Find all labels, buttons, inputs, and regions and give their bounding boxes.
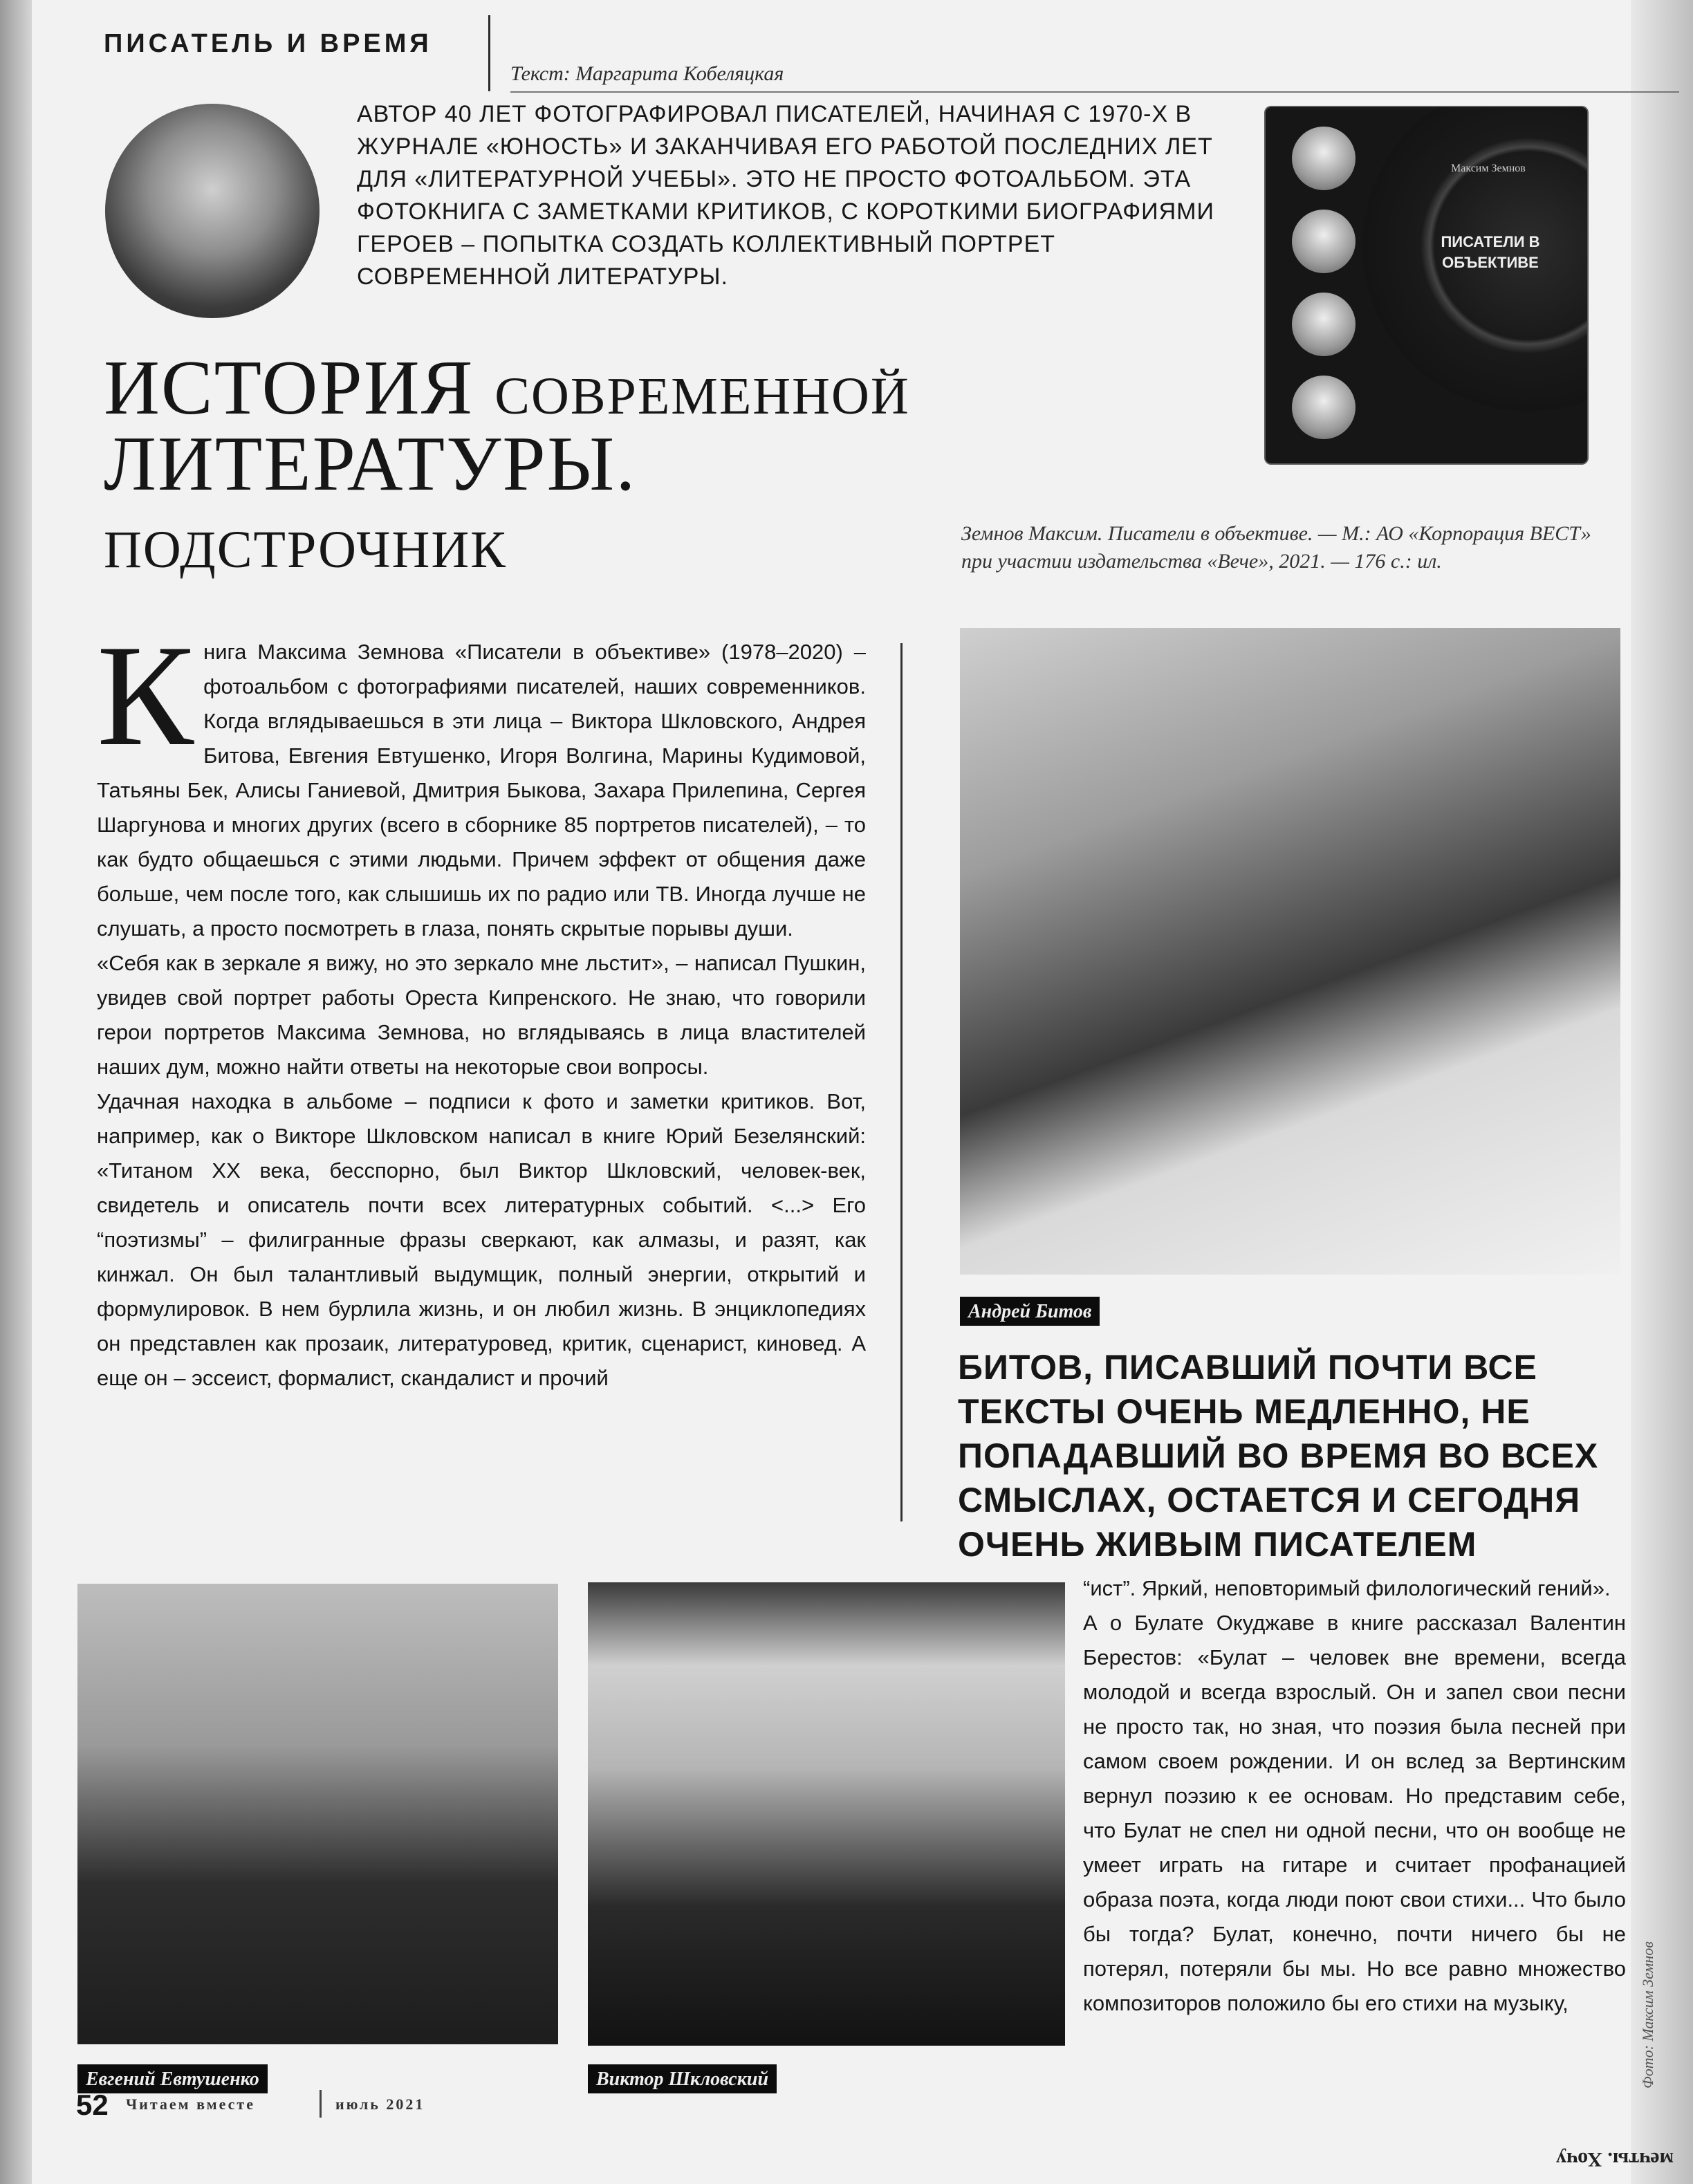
photo-viktor-shklovsky xyxy=(588,1582,1065,2046)
paragraph: Удачная находка в альбоме – подписи к фото и заметки критиков. Вот, например, как о Викторе Шкловском написал в книге Юрий Безелянский: «Титаном XX века, бесспорно, был Виктор Шкловский, человек-век, свидетель и описатель почти всех литературных событий. <...> Его “поэтизмы” – филигранные фразы сверкают, как алмазы, и разят, как кинжал. Он был талантливый выдумщик, полный энергии, открытий и формулировок. В нем бурлила жизнь, и он любил жизнь. В энциклопедиях он представлен как прозаик, литературовед, критик, сценарист, киновед. А еще он – эссеист, формалист, скандалист и прочий xyxy=(97,1089,866,1390)
cover-portrait-thumb xyxy=(1292,210,1356,273)
headline-subtitle: ПОДСТРОЧНИК xyxy=(104,521,507,579)
rubric-divider xyxy=(488,15,490,91)
section-rubric: ПИСАТЕЛЬ И ВРЕМЯ xyxy=(104,29,432,58)
pull-quote: БИТОВ, ПИСАВШИЙ ПОЧТИ ВСЕ ТЕКСТЫ ОЧЕНЬ МЕДЛЕННО, НЕ ПОПАДАВШИЙ ВО ВРЕМЯ ВО ВСЕХ СМЫСЛАХ, ОСТАЕТСЯ И СЕГОДНЯ ОЧЕНЬ ЖИВЫМ ПИСАТЕЛЕМ xyxy=(958,1348,1599,1564)
drop-cap: К xyxy=(97,616,194,776)
article-column-right xyxy=(1083,1571,1626,2021)
cover-portrait-thumb xyxy=(1292,127,1356,190)
photo-andrei-bitov xyxy=(960,628,1620,1275)
paragraph xyxy=(97,616,866,946)
article-lead: АВТОР 40 ЛЕТ ФОТОГРАФИРОВАЛ ПИСАТЕЛЕЙ, НАЧИНАЯ С 1970-Х В ЖУРНАЛЕ «ЮНОСТЬ» И ЗАКАНЧИВАЯ ЕГО РАБОТОЙ ПОСЛЕДНИХ ЛЕТ ДЛЯ «ЛИТЕРАТУРНОЙ УЧЕБЫ». ЭТО НЕ ПРОСТО ФОТОАЛЬБОМ. ЭТА ФОТОКНИГА С ЗАМЕТКАМИ КРИТИКОВ, С КОРОТКИМИ БИОГРАФИЯМИ ГЕРОЕВ – ПОПЫТКА СОЗДАТЬ КОЛЛЕКТИВНЫЙ ПОРТРЕТ СОВРЕМЕННОЙ ЛИТЕРАТУРЫ. xyxy=(357,101,1214,290)
paragraph: А о Булате Окуджаве в книге рассказал Валентин Берестов: «Булат – человек вне времени, всегда молодой и всегда взрослый. Он и запел свои песни не просто так, но зная, что поэзия была песней при самом своем рождении. И он вслед за Вертинским вернул поэзию к ее основам. Но представим себе, что Булат не спел ни одной песни, что он вообще не умеет играть на гитаре и считает профанацией образа поэта, когда люди поют свои стихи... Что было бы тогда? Булат, конечно, почти ничего бы не потерял, потеряли бы мы. Но все равно множество композиторов положило бы его стихи на музыку, xyxy=(1083,1611,1626,2015)
photo-caption: Евгений Евтушенко xyxy=(77,2064,268,2093)
photo-credit: Фото: Максим Земнов xyxy=(1639,1941,1656,2089)
author-portrait xyxy=(105,104,320,318)
article-author: Текст: Маргарита Кобеляцкая xyxy=(510,62,784,85)
cover-portrait-thumb xyxy=(1292,293,1356,356)
paragraph-text: нига Максима Земнова «Писатели в объективе» (1978–2020) – фотоальбом с фотографиями писателей, наших современников. Когда вглядываешься в эти лица – Виктора Шкловского, Андрея Битова, Евгения Евтушенко, Игоря Волгина, Марины Кудимовой, Татьяны Бек, Алисы Ганиевой, Дмитрия Быкова, Захара Прилепина, Сергея Шаргунова и многих других (всего в сборнике 85 портретов писателей), – то как будто общаешься с этими людьми. Причем эффект от общения даже больше, чем после того, как слышишь их по радио или ТВ. Иногда лучше не слушать, а просто посмотреть в глаза, понять скрытые порывы души. xyxy=(97,640,866,941)
footer-divider xyxy=(320,2090,322,2118)
issue-date: июль 2021 xyxy=(335,2095,425,2113)
header-rule xyxy=(510,91,1679,93)
article-column-left xyxy=(97,616,866,1396)
photo-caption: Виктор Шкловский xyxy=(588,2064,777,2093)
paragraph: «Себя как в зеркале я вижу, но это зеркало мне льстит», – написал Пушкин, увидев свой портрет работы Ореста Кипренского. Не знаю, что говорили герои портретов Максима Земнова, но вглядываясь в лица властителей наших дум, можно найти ответы на некоторые свои вопросы. xyxy=(97,951,866,1079)
photo-evgeny-evtushenko xyxy=(77,1584,558,2044)
column-divider xyxy=(900,643,903,1521)
headline-word: СОВРЕМЕННОЙ xyxy=(494,367,910,425)
cover-title: ПИСАТЕЛИ В ОБЪЕКТИВЕ xyxy=(1441,233,1540,271)
spine-shadow xyxy=(0,0,32,2184)
paragraph: “ист”. Яркий, неповторимый филологический гений». xyxy=(1083,1576,1611,1600)
book-citation: Земнов Максим. Писатели в объективе. — М.: АО «Корпорация ВЕСТ» при участии издательства «Вече», 2021. — 176 с.: ил. xyxy=(961,522,1591,573)
cover-author: Максим Земнов xyxy=(1451,163,1526,174)
cover-portrait-thumb xyxy=(1292,376,1356,439)
headline-line-2: ЛИТЕРАТУРЫ. xyxy=(104,421,637,507)
page-number: 52 xyxy=(76,2089,109,2121)
headline-word: ИСТОРИЯ xyxy=(104,345,474,431)
facing-page-bleed-text: мечты. Хочу xyxy=(1556,2148,1674,2171)
book-cover xyxy=(1266,107,1587,463)
photo-caption: Андрей Битов xyxy=(960,1297,1100,1326)
magazine-name: Читаем вместе xyxy=(126,2095,256,2113)
